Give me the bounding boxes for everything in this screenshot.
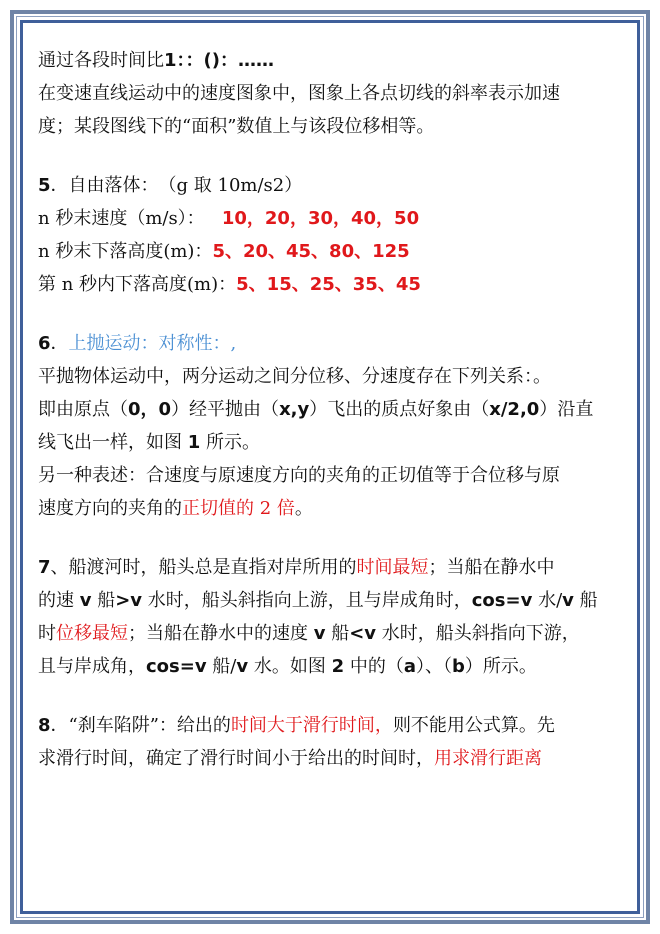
- text: ）飞出的质点好象由（: [309, 399, 490, 420]
- section-title: 上抛运动：对称性：,: [68, 333, 237, 354]
- text: >v: [115, 590, 143, 611]
- highlight-text: 正切值的 2 倍: [182, 498, 295, 519]
- text: 则不能用公式算。先: [392, 715, 555, 736]
- text: cos=v: [146, 656, 207, 677]
- paragraph-line: [38, 492, 628, 525]
- paragraph-line: [38, 742, 628, 775]
- section-river-crossing: [38, 551, 628, 683]
- text: 船: [91, 590, 116, 611]
- paragraph-line: [38, 426, 628, 459]
- paragraph-line: [38, 650, 628, 683]
- highlight-text: 用求滑行距离: [434, 748, 542, 769]
- spacer: [38, 301, 628, 327]
- text: v: [562, 590, 574, 611]
- text: x,y: [279, 399, 310, 420]
- section-6-heading: [38, 327, 628, 360]
- text: 1: [187, 432, 201, 453]
- text: 0，0: [128, 399, 172, 420]
- paragraph-line: [38, 617, 628, 650]
- section-number: 6: [38, 333, 51, 354]
- text: cos=v: [471, 590, 533, 611]
- text: ．“刹车陷阱”：给出的: [50, 715, 231, 736]
- text: ）所示。: [464, 656, 537, 677]
- text: a: [403, 656, 416, 677]
- paragraph-line: [38, 393, 628, 426]
- text: 时: [38, 623, 56, 644]
- text: v: [313, 623, 326, 644]
- text: ）、（: [415, 656, 452, 677]
- paragraph-line: 另一种表述：合速度与原速度方向的夹角的正切值等于合位移与原: [38, 465, 560, 486]
- text: 、船渡河时，船头总是直指对岸所用的: [50, 557, 357, 578]
- row-values: 5、15、25、35、45: [236, 274, 421, 295]
- highlight-text: 位移最短: [56, 623, 128, 644]
- text: 2: [331, 656, 345, 677]
- row-label: n 秒末下落高度(m)：: [38, 241, 213, 262]
- free-fall-row-speed: [38, 202, 628, 235]
- text: 且与岸成角，: [38, 656, 146, 677]
- text: v: [236, 656, 249, 677]
- text: b: [451, 656, 465, 677]
- text: 。: [294, 498, 313, 519]
- text: 船/: [206, 656, 237, 677]
- spacer: [38, 525, 628, 551]
- text: ）经平抛由（: [171, 399, 280, 420]
- text: ；当船在静水中: [428, 557, 555, 578]
- row-values: 5、20、45、80、125: [212, 241, 410, 262]
- text: v: [79, 590, 92, 611]
- section-number: 8: [38, 715, 51, 736]
- section-projectile: [38, 327, 628, 525]
- time-ratio-line: [38, 44, 628, 77]
- paragraph-line: [38, 584, 628, 617]
- text: 通过各段时间比: [38, 50, 164, 71]
- text: 水/: [532, 590, 563, 611]
- text: <v: [349, 623, 377, 644]
- text: 船: [573, 590, 598, 611]
- paragraph-line: 在变速直线运动中的速度图象中，图象上各点切线的斜率表示加速: [38, 83, 560, 104]
- highlight-text: 时间最短: [356, 557, 429, 578]
- text: 水时，船头斜指向上游，且与岸成角时，: [142, 590, 472, 611]
- highlight-text: 时间大于滑行时间，: [230, 715, 393, 736]
- paragraph-line: [38, 709, 628, 742]
- spacer: [38, 143, 628, 169]
- text: 即由原点（: [38, 399, 128, 420]
- free-fall-row-nth-second: [38, 268, 628, 301]
- text: ；当船在静水中的速度: [128, 623, 314, 644]
- text: 中的（: [344, 656, 404, 677]
- section-5-heading: [38, 169, 628, 202]
- paragraph-line: [38, 551, 628, 584]
- paragraph-line: 平抛物体运动中，两分运动之间分位移、分速度存在下列关系：。: [38, 366, 551, 387]
- text: 水。如图: [248, 656, 332, 677]
- text: 船: [325, 623, 350, 644]
- text: 线飞出一样，如图: [38, 432, 188, 453]
- spacer: [38, 683, 628, 709]
- section-number: 5: [38, 175, 51, 196]
- row-label: n 秒末速度（m/s）：: [38, 208, 205, 229]
- free-fall-row-height: [38, 235, 628, 268]
- row-label: 第 n 秒内下落高度(m)：: [38, 274, 237, 295]
- text: 水时，船头斜指向下游，: [376, 623, 580, 644]
- text: 的速: [38, 590, 80, 611]
- section-braking-trap: [38, 709, 628, 775]
- row-values: 10，20，30，40，50: [221, 208, 420, 229]
- section-title: ．自由落体： （g 取 10m/s2）: [50, 175, 303, 196]
- text: ．: [50, 333, 69, 354]
- text: 求滑行时间，确定了滑行时间小于给出的时间时，: [38, 748, 434, 769]
- section-free-fall: [38, 169, 628, 301]
- text: ）沿直: [539, 399, 594, 420]
- text: 所示。: [200, 432, 260, 453]
- paragraph-line: 度；某段图线下的“面积”数值上与该段位移相等。: [38, 116, 435, 137]
- text: 速度方向的夹角的: [38, 498, 182, 519]
- ratio-text: 1：：()：……: [164, 50, 274, 71]
- text: x/2,0: [489, 399, 540, 420]
- section-number: 7: [38, 557, 51, 578]
- document-body: [38, 44, 628, 775]
